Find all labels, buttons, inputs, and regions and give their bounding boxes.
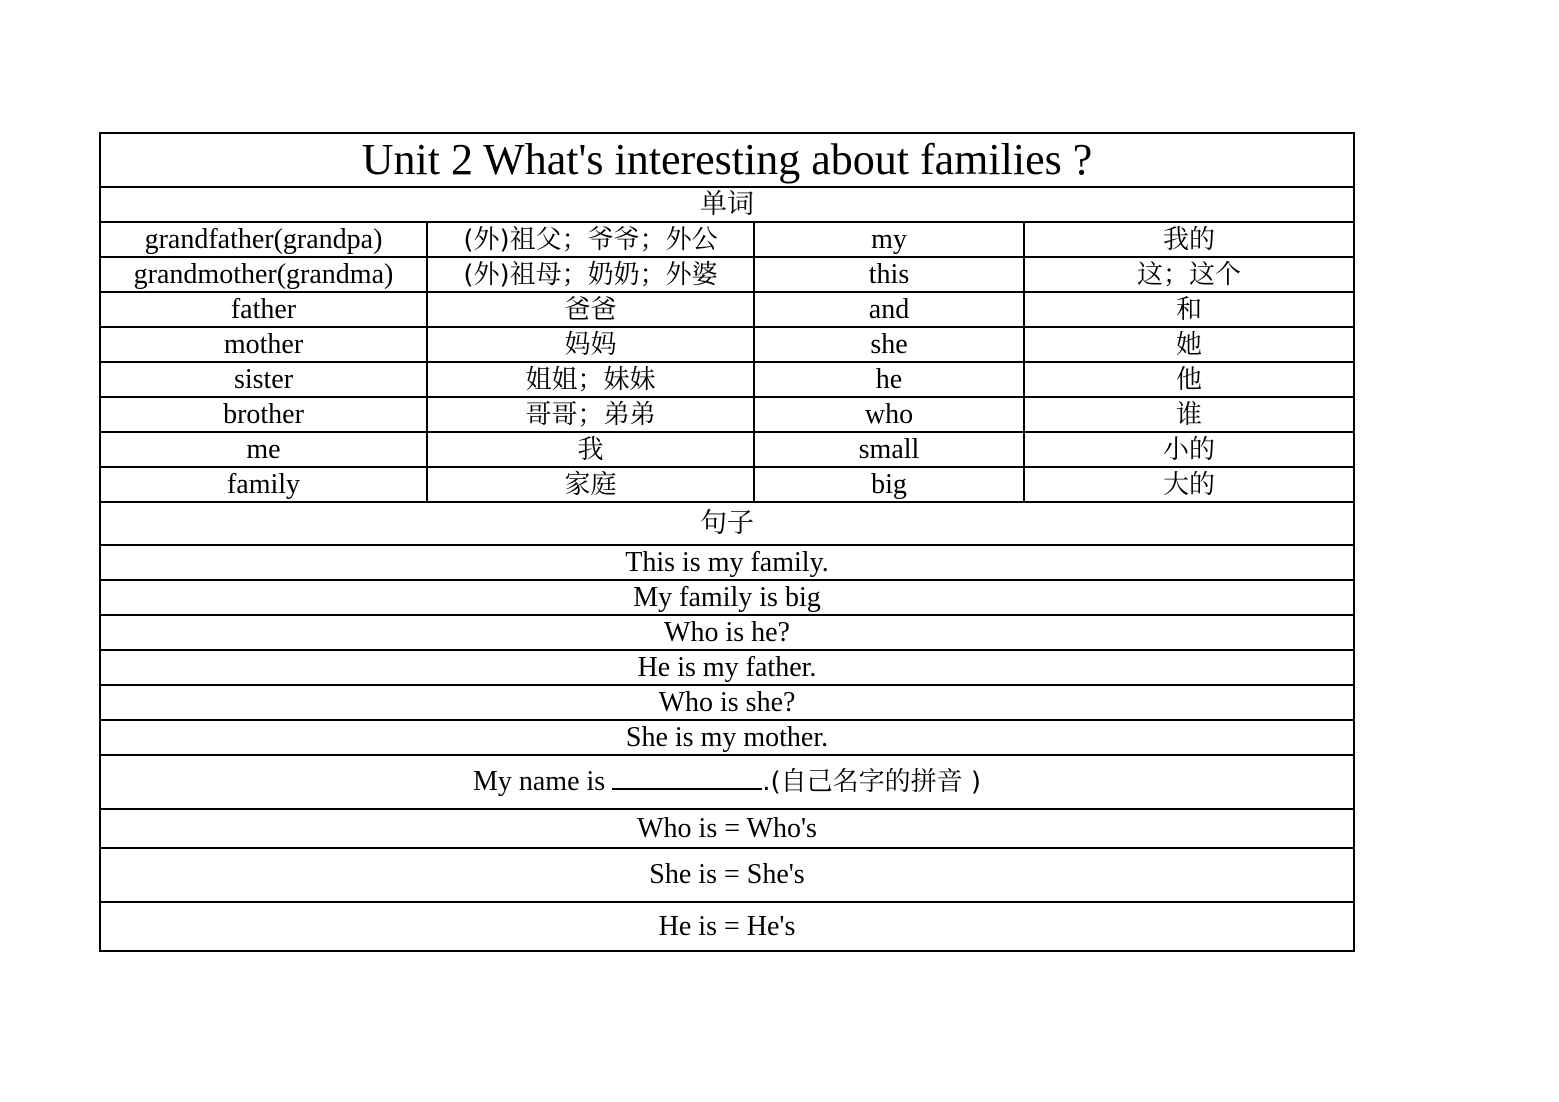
- word-cn: 我的: [1024, 222, 1354, 257]
- contraction-row: [100, 809, 1354, 848]
- vocabulary-sheet: [99, 132, 1355, 952]
- word-cn: 谁: [1024, 397, 1354, 432]
- word-row: [100, 292, 1354, 327]
- word-en: sister: [100, 362, 427, 397]
- word-cn: (外)祖父；爷爷；外公: [427, 222, 754, 257]
- word-row: [100, 222, 1354, 257]
- sentences-heading-row: [100, 502, 1354, 545]
- title-row: [100, 133, 1354, 187]
- page-title: Unit 2 What's interesting about families ?: [100, 133, 1354, 187]
- name-line: [100, 755, 1354, 809]
- word-row: [100, 362, 1354, 397]
- word-en: he: [754, 362, 1024, 397]
- name-line-prefix: My name is: [472, 766, 613, 797]
- word-cn: 这；这个: [1024, 257, 1354, 292]
- name-line-suffix: .(自己名字的拼音 ): [762, 767, 982, 797]
- sentence-row: [100, 720, 1354, 755]
- word-cn: 她: [1024, 327, 1354, 362]
- word-cn: 爸爸: [427, 292, 754, 327]
- word-en: my: [754, 222, 1024, 257]
- words-heading-row: [100, 187, 1354, 222]
- contraction: He is = He's: [100, 902, 1354, 951]
- word-en: small: [754, 432, 1024, 467]
- word-en: brother: [100, 397, 427, 432]
- sentence: My family is big: [100, 580, 1354, 615]
- sentence: Who is she?: [100, 685, 1354, 720]
- sentence: Who is he?: [100, 615, 1354, 650]
- word-row: [100, 432, 1354, 467]
- word-en: big: [754, 467, 1024, 502]
- words-heading: 单词: [100, 187, 1354, 222]
- name-blank-line: [612, 768, 762, 790]
- word-en: mother: [100, 327, 427, 362]
- word-cn: 和: [1024, 292, 1354, 327]
- word-cn: 哥哥；弟弟: [427, 397, 754, 432]
- word-en: and: [754, 292, 1024, 327]
- sentence-row: [100, 615, 1354, 650]
- sentence-row: [100, 650, 1354, 685]
- word-en: me: [100, 432, 427, 467]
- word-cn: 妈妈: [427, 327, 754, 362]
- word-row: [100, 257, 1354, 292]
- name-line-row: [100, 755, 1354, 809]
- contraction-row: [100, 902, 1354, 951]
- word-en: this: [754, 257, 1024, 292]
- word-row: [100, 397, 1354, 432]
- contraction: She is = She's: [100, 848, 1354, 902]
- word-en: family: [100, 467, 427, 502]
- contraction-row: [100, 848, 1354, 902]
- word-cn: 家庭: [427, 467, 754, 502]
- word-cn: 大的: [1024, 467, 1354, 502]
- sentence-row: [100, 580, 1354, 615]
- word-en: father: [100, 292, 427, 327]
- word-cn: 姐姐；妹妹: [427, 362, 754, 397]
- word-row: [100, 327, 1354, 362]
- word-en: who: [754, 397, 1024, 432]
- sentence: She is my mother.: [100, 720, 1354, 755]
- sentence-row: [100, 685, 1354, 720]
- word-row: [100, 467, 1354, 502]
- word-en: grandmother(grandma): [100, 257, 427, 292]
- word-en: grandfather(grandpa): [100, 222, 427, 257]
- sentence: He is my father.: [100, 650, 1354, 685]
- word-en: she: [754, 327, 1024, 362]
- word-cn: 我: [427, 432, 754, 467]
- word-cn: (外)祖母；奶奶；外婆: [427, 257, 754, 292]
- word-cn: 他: [1024, 362, 1354, 397]
- sentence-row: [100, 545, 1354, 580]
- sentences-heading: 句子: [100, 502, 1354, 545]
- contraction: Who is = Who's: [100, 809, 1354, 848]
- sentence: This is my family.: [100, 545, 1354, 580]
- word-cn: 小的: [1024, 432, 1354, 467]
